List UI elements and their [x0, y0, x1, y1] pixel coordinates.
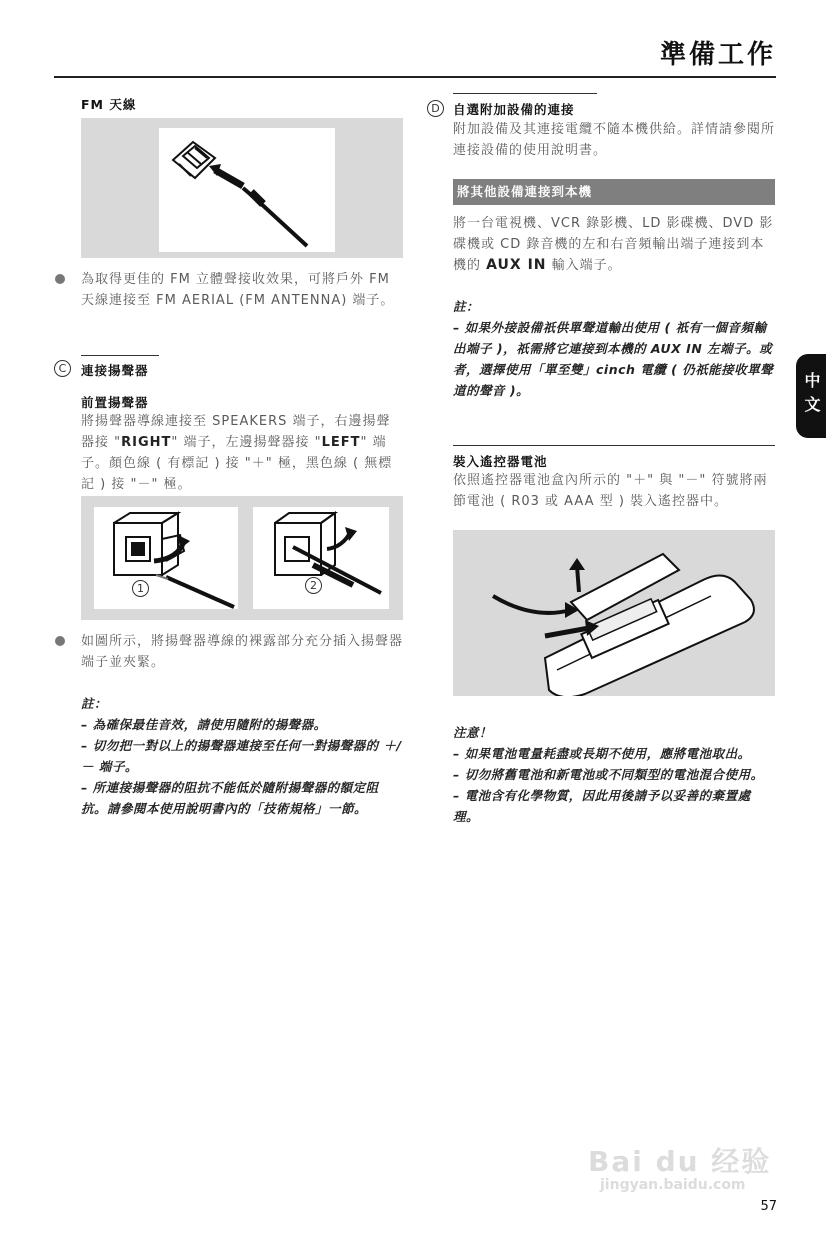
watermark-logo: Bai du 经验: [588, 1145, 772, 1178]
caution-title: 注意！: [453, 725, 493, 740]
section-rule: [81, 355, 159, 356]
note-item: – 所連接揚聲器的阻抗不能低於隨附揚聲器的額定阻抗。請參閱本使用說明書內的「技術規格」一節。: [81, 780, 379, 816]
optional-note-title: 註：: [453, 299, 480, 314]
speaker-insert-text: 如圖所示，將揚聲器導線的裸露部分充分插入揚聲器端子並夾緊。: [81, 634, 404, 670]
speaker-connection-text: 將揚聲器導線連接至 SPEAKERS 端子，右邊揚聲器接 "RIGHT" 端子，左邊揚聲器接 "LEFT" 端子。顏色線 ( 有標記 ) 接 "＋" 極，黑色線 ( 無標記 ) 接 "－" 極。: [81, 414, 393, 492]
section-d-badge: D: [427, 100, 444, 117]
fm-figure-canvas: [159, 128, 335, 252]
caution-item: – 切勿將舊電池和新電池或不同類型的電池混合使用。: [453, 767, 764, 782]
step-1-badge: 1: [132, 580, 149, 597]
section-rule: [453, 93, 597, 94]
connect-speakers-heading: 連接揚聲器: [81, 363, 149, 378]
optional-note-text: – 如果外接設備祇供單聲道輸出使用 ( 祇有一個音頻輸出端子 )，祇需將它連接到本機的 AUX IN 左端子。或者，選擇使用「單至雙」cinch 電纜 ( 仍祇能接收單聲道的聲音 )。: [453, 320, 774, 398]
optional-equipment-text: 附加設備及其連接電纜不隨本機供給。詳情請參閱所連接設備的使用說明書。: [453, 122, 776, 158]
remote-battery-figure: [453, 530, 775, 696]
antenna-plug-illustration: [159, 128, 335, 252]
connect-equipment-text: 將一台電視機、VCR 錄影機、LD 影碟機、DVD 影碟機或 CD 錄音機的左和右音頻輸出端子連接到本機的 AUX IN 輸入端子。: [453, 216, 774, 273]
header-rule: [54, 76, 776, 78]
remote-control-illustration: [453, 530, 775, 696]
note-item: – 為確保最佳音效，請使用隨附的揚聲器。: [81, 717, 327, 732]
watermark-url: jingyan.baidu.com: [600, 1177, 746, 1193]
speaker-note-title: 註：: [81, 696, 108, 711]
fm-antenna-figure: [81, 118, 403, 258]
caution-item: – 電池含有化學物質，因此用後請予以妥善的棄置處理。: [453, 788, 751, 824]
page-number: 57: [760, 1199, 777, 1214]
battery-text: 依照遙控器電池盒內所示的 "＋" 與 "－" 符號將兩節電池 ( R03 或 AAA 型 ) 裝入遙控器中。: [453, 473, 768, 509]
speaker-notes: [81, 714, 403, 819]
language-tab: 中文: [796, 354, 826, 438]
section-c-badge: C: [54, 360, 71, 377]
fm-antenna-heading: FM 天線: [81, 97, 137, 112]
bullet-dot: [55, 274, 65, 284]
page-title: 準備工作: [659, 40, 776, 70]
battery-cautions: [453, 743, 775, 827]
bullet-dot: [55, 636, 65, 646]
terminal-step-1: [94, 507, 238, 609]
front-speakers-subheading: 前置揚聲器: [81, 395, 149, 410]
fm-antenna-text: 為取得更佳的 FM 立體聲接收效果，可將戶外 FM 天線連接至 FM AERIAL (FM ANTENNA) 端子。: [81, 272, 395, 308]
speaker-terminal-figure: [81, 496, 403, 620]
terminal-step-2: [253, 507, 389, 609]
optional-equipment-heading: 自選附加設備的連接: [453, 102, 575, 117]
section-rule: [453, 445, 775, 446]
connect-other-equipment-bar: 將其他設備連接到本機: [453, 179, 775, 205]
step-2-badge: 2: [305, 577, 322, 594]
battery-heading: 裝入遙控器電池: [453, 454, 548, 469]
caution-item: – 如果電池電量耗盡或長期不使用，應將電池取出。: [453, 746, 751, 761]
note-item: – 切勿把一對以上的揚聲器連接至任何一對揚聲器的 ＋/－ 端子。: [81, 738, 402, 774]
